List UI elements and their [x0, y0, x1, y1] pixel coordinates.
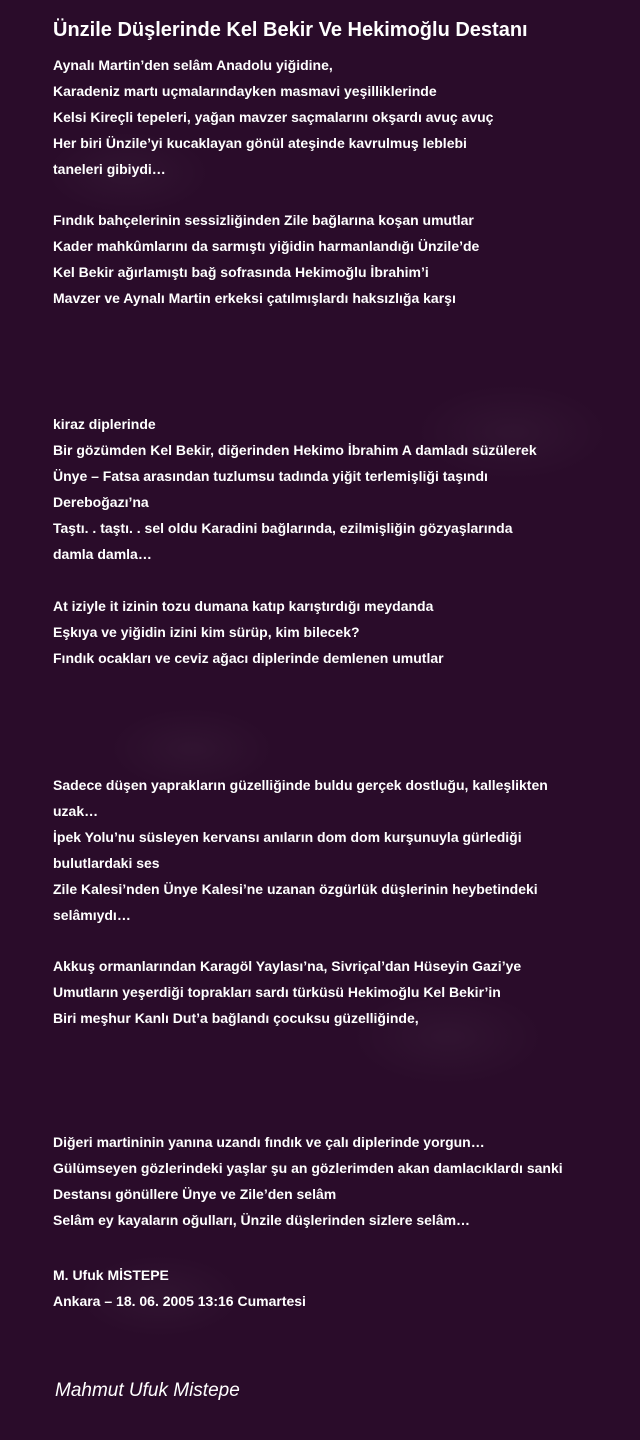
poem-line: Mavzer ve Aynalı Martin erkeksi çatılmışlardı haksızlığa karşı [53, 290, 456, 306]
poem-line: Kelsi Kireçli tepeleri, yağan mavzer saçmalarını okşardı avuç avuç [53, 109, 494, 125]
poem-line: Aynalı Martin’den selâm Anadolu yiğidine, [53, 57, 333, 73]
poem-line: Fındık ocakları ve ceviz ağacı diplerinde demlenen umutlar [53, 650, 444, 666]
poem-line: Umutların yeşerdiği toprakları sardı türküsü Hekimoğlu Kel Bekir’in [53, 984, 501, 1000]
signature-block [53, 1262, 640, 1314]
stanza-1 [53, 52, 640, 182]
signature-date: Ankara – 18. 06. 2005 13:16 Cumartesi [53, 1293, 306, 1309]
poem-line: Akkuş ormanlarından Karagöl Yaylası’na, Sivriçal’dan Hüseyin Gazi’ye [53, 958, 522, 974]
poem-line: bulutlardaki ses [53, 855, 160, 871]
poem-line: Eşkıya ve yiğidin izini kim sürüp, kim bilecek? [53, 624, 360, 640]
stanza-5 [53, 772, 640, 928]
poem-line: Zile Kalesi’nden Ünye Kalesi’ne uzanan özgürlük düşlerinin heybetindeki [53, 881, 538, 897]
stanza-2 [53, 207, 640, 311]
poem-line: Biri meşhur Kanlı Dut’a bağlandı çocuksu güzelliğinde, [53, 1010, 419, 1026]
stanza-3 [53, 411, 640, 567]
stanza-6 [53, 953, 640, 1031]
poem-line: uzak… [53, 803, 99, 819]
poem-line: Sadece düşen yaprakların güzelliğinde buldu gerçek dostluğu, kalleşlikten [53, 777, 548, 793]
author-name: Mahmut Ufuk Mistepe [55, 1380, 240, 1401]
poem-line: Diğeri martininin yanına uzandı fındık ve çalı diplerinde yorgun… [53, 1134, 485, 1150]
poem-line: Ünye – Fatsa arasından tuzlumsu tadında yiğit terlemişliği taşındı [53, 468, 488, 484]
poem-line: İpek Yolu’nu süsleyen kervansı anıların dom dom kurşunuyla gürlediği [53, 829, 522, 845]
poem-line: Her biri Ünzile’yi kucaklayan gönül ateşinde kavrulmuş leblebi [53, 135, 467, 151]
signature-name: M. Ufuk MİSTEPE [53, 1267, 169, 1283]
poem-line: Gülümseyen gözlerindeki yaşlar şu an gözlerimden akan damlacıklardı sanki [53, 1160, 563, 1176]
poem-line: damla damla… [53, 546, 152, 562]
poem-line: kiraz diplerinde [53, 416, 156, 432]
poem-line: Dereboğazı’na [53, 494, 149, 510]
poem-line: selâmıydı… [53, 907, 131, 923]
poem-line: Fındık bahçelerinin sessizliğinden Zile bağlarına koşan umutlar [53, 212, 474, 228]
poem-line: Taştı. . taştı. . sel oldu Karadini bağlarında, ezilmişliğin gözyaşlarında [53, 520, 513, 536]
poem-line: Selâm ey kayaların oğulları, Ünzile düşlerinden sizlere selâm… [53, 1212, 471, 1228]
poem-line: Karadeniz martı uçmalarındayken masmavi yeşilliklerinde [53, 83, 437, 99]
poem-line: Kel Bekir ağırlamıştı bağ sofrasında Hekimoğlu İbrahim’i [53, 264, 429, 280]
poem-line: Destansı gönüllere Ünye ve Zile’den selâm [53, 1186, 337, 1202]
poem-line: At iziyle it izinin tozu dumana katıp karıştırdığı meydanda [53, 598, 434, 614]
stanza-7 [53, 1129, 640, 1233]
poem-line: Kader mahkûmlarını da sarmıştı yiğidin harmanlandığı Ünzile’de [53, 238, 480, 254]
stanza-4 [53, 593, 640, 671]
poem-line: taneleri gibiydi… [53, 161, 166, 177]
poem-line: Bir gözümden Kel Bekir, diğerinden Hekimo İbrahim A damladı süzülerek [53, 442, 537, 458]
poem-title: Ünzile Düşlerinde Kel Bekir Ve Hekimoğlu Destanı [53, 19, 528, 41]
